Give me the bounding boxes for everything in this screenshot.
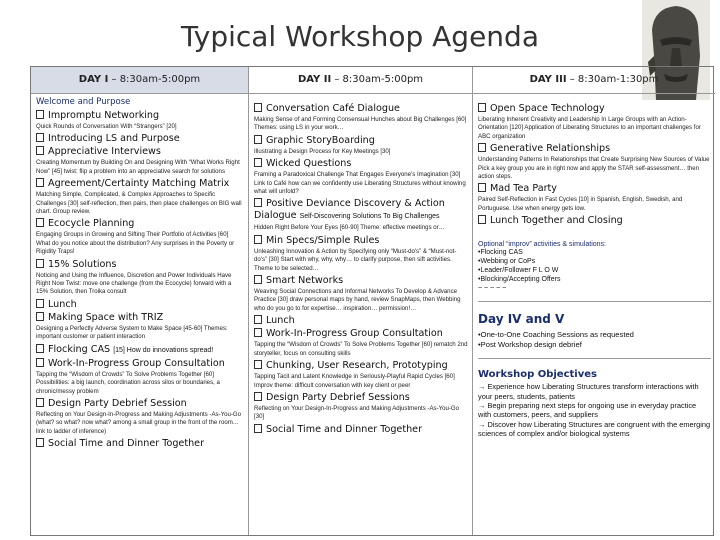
session-heading: [36, 146, 244, 158]
divider: [478, 301, 711, 302]
checkbox-icon: [36, 178, 44, 187]
session-title: Wicked Questions: [266, 158, 352, 170]
session-heading: [478, 183, 711, 195]
session-description: Unleashing Innovation & Action by Specifying only “Must-do's” & “Must-not-do's” [30] Start with why, why, why… to clarify purpose, then sift activities. Theme to be selected…: [254, 247, 457, 272]
session-heading: [36, 110, 244, 122]
session-description: Tapping the “Wisdom of Crowds” To Solve Problems Together [60] rematch 2nd storyteller, focus on consulting skills: [254, 341, 468, 357]
agenda-table: [30, 66, 714, 536]
session-heading: [36, 259, 244, 271]
checkbox-icon: [254, 198, 262, 207]
checkbox-icon: [36, 344, 44, 353]
optional-activity-item: •Blocking/Accepting Offers: [478, 276, 561, 284]
session-description: Reflecting on Your Design-In-Progress and Making Adjustments -As-You-Go [30]: [254, 404, 460, 421]
checkbox-icon: [36, 358, 44, 367]
optional-activity-item: •Leader/Follower F L O W: [478, 267, 559, 275]
session-title: Ecocycle Planning: [48, 218, 135, 230]
page-title: Typical Workshop Agenda: [181, 20, 539, 53]
session-description: Illustrating a Design Process for Key Meetings [30]: [254, 147, 391, 155]
session-title: Lunch Together and Closing: [490, 215, 623, 227]
day2-header: DAY II – 8:30am-5:00pm: [249, 67, 472, 94]
session-title: Social Time and Dinner Together: [266, 423, 423, 435]
session-subtitle: [15] How do innovations spread!: [113, 346, 214, 354]
session-description: Paired Self-Reflection in Fast Cycles [10] in Spanish, English, Swedish, and Portuguese. Use when energy gets low.: [478, 196, 683, 212]
session-title: Open Space Technology: [490, 103, 605, 114]
checkbox-icon: [254, 135, 262, 144]
session-title: Chunking, User Research, Prototyping: [266, 360, 448, 372]
session-title: Design Party Debrief Session: [48, 397, 187, 409]
checkbox-icon: [36, 259, 44, 268]
session-title: Graphic StoryBoarding: [266, 134, 375, 146]
checkbox-icon: [36, 218, 44, 227]
optional-activity-item: ~ ~ ~ ~ ~: [478, 285, 507, 293]
optional-activities-list: [478, 248, 711, 293]
checkbox-icon: [254, 103, 262, 112]
checkbox-icon: [254, 392, 262, 401]
session-title: Work-In-Progress Group Consultation: [266, 328, 443, 340]
session-heading: [254, 275, 468, 287]
session-description: Tapping the “Wisdom of Crowds” To Solve Problems Together [60] Possibilities: a big launch, coordination across silos or boundaries, a chronic/messy problem: [36, 370, 220, 395]
day4-5-title: Day IV and V: [478, 312, 565, 327]
session-heading: [254, 424, 468, 436]
session-heading: [36, 133, 244, 145]
session-description: Engaging Groups in Growing and Sifting Their Portfolio of Activities [60] What do you notice about the distribution? Any surprises in the Poverty or Rigidity Traps!: [36, 231, 235, 256]
session-title: Introducing LS and Purpose: [48, 133, 180, 145]
day1-header: DAY I – 8:30am-5:00pm: [31, 67, 248, 94]
checkbox-icon: [478, 103, 486, 112]
checkbox-icon: [36, 398, 44, 407]
session-heading: [254, 328, 468, 340]
session-heading: [254, 360, 468, 372]
objectives-list: [478, 382, 711, 438]
objective-item: → Begin preparing next steps for ongoing use in everyday practice with customers, peers, and suppliers: [478, 401, 697, 420]
checkbox-icon: [478, 215, 486, 224]
session-heading: [478, 143, 711, 155]
checkbox-icon: [36, 438, 44, 447]
day4-5-list: [478, 330, 711, 350]
day1-column: [31, 67, 249, 535]
session-heading: [478, 103, 711, 115]
session-title: Making Space with TRIZ: [48, 311, 164, 323]
checkbox-icon: [254, 315, 262, 324]
checkbox-icon: [254, 235, 262, 244]
checkbox-icon: [254, 360, 262, 369]
session-heading: [36, 398, 244, 410]
session-title: Lunch: [266, 315, 295, 327]
checkbox-icon: [36, 110, 44, 119]
session-title: Flocking CAS: [48, 343, 111, 355]
checkbox-icon: [478, 143, 486, 152]
day1-session-list: [36, 110, 244, 450]
day3-header: DAY III – 8:30am-1:30pm: [473, 67, 715, 94]
optional-activity-item: •Webbing or CoPs: [478, 258, 536, 266]
session-title: Design Party Debrief Sessions: [266, 391, 410, 403]
checkbox-icon: [478, 183, 486, 192]
session-heading: [36, 358, 244, 370]
session-heading: [36, 438, 244, 450]
checkbox-icon: [36, 146, 44, 155]
session-description: Liberating Inherent Creativity and Leadership In Large Groups with an Action-Orientation [120] Application of Liberating Structures to an important challenges for ABC organization: [478, 116, 701, 140]
session-description: Weaving Social Connections and Informal Networks To Develop & Advance Practice [30] draw personal maps by hand, review SnapMaps, then Webbing who do you go to for expertise… inspiration… permission!…: [254, 288, 461, 312]
session-title: 15% Solutions: [48, 258, 117, 270]
session-description: Framing a Paradoxical Challenge That Engages Everyone's Imagination [30] Link to Café how can we confidently use Liberating Structures without knowing what will unfold?: [254, 171, 466, 196]
checkbox-icon: [254, 158, 262, 167]
session-title: Lunch: [48, 298, 77, 310]
session-subtitle: Self-Discovering Solutions To Big Challenges: [299, 213, 440, 221]
optional-activity-item: •Flocking CAS: [478, 249, 523, 257]
checkbox-icon: [36, 299, 44, 308]
objectives-title: Workshop Objectives: [478, 369, 597, 381]
session-heading: [36, 344, 244, 357]
session-title: Smart Networks: [266, 275, 344, 287]
day2-session-list: [254, 103, 468, 436]
session-title: Social Time and Dinner Together: [48, 438, 205, 450]
session-heading: [254, 135, 468, 147]
day4-5-item: •Post Workshop design debrief: [478, 340, 582, 350]
objective-item: → Experience how Liberating Structures transform interactions with your peers, students, patients: [478, 382, 699, 401]
session-title: Work-In-Progress Group Consultation: [48, 357, 225, 369]
day3-session-list: [478, 103, 711, 227]
session-description: Creating Momentum by Building On and Designing With “What Works Right Now” [45] twist: flip a problem into an appreciative search for solutions: [36, 159, 240, 175]
session-heading: [254, 315, 468, 327]
divider: [478, 358, 711, 359]
session-heading: [36, 178, 244, 190]
checkbox-icon: [254, 328, 262, 337]
optional-activities-title: Optional “improv” activities & simulations:: [478, 241, 606, 249]
checkbox-icon: [36, 312, 44, 321]
session-heading: [254, 235, 468, 247]
session-heading: [36, 312, 244, 324]
session-heading: [254, 158, 468, 170]
checkbox-icon: [36, 133, 44, 142]
session-heading: [254, 392, 468, 404]
session-description: Noticing and Using the Influence, Discretion and Power Individuals Have Right Now Twist: move one challenge (from the Ecocycle) forward with a 15% Solution, then Troika consult: [36, 271, 232, 296]
session-description: Designing a Perfectly Adverse System to Make Space [45-60] Themes: important customer or patient interaction: [36, 324, 228, 341]
day2-column: [249, 67, 473, 535]
welcome-purpose: Welcome and Purpose: [36, 97, 131, 107]
session-description: Understanding Patterns In Relationships that Create Surprising New Sources of Value Pick a key group you are in right now and apply the STAR self-assessment… then action steps.: [478, 156, 710, 181]
day3-column: [473, 67, 715, 535]
objective-item: → Discover how Liberating Structures are congruent with the emerging sciences of complex and/or biological systems: [478, 419, 711, 439]
session-description: Reflecting on Your Design-In-Progress and Making Adjustments -As-You-Go (what? so what? now what? among a small group in the front of the room… link to ladder of inference): [36, 410, 242, 435]
session-heading: [36, 218, 244, 230]
session-heading: [478, 215, 711, 227]
session-title: Generative Relationships: [490, 143, 611, 155]
session-description: Matching Simple, Complicated, & Complex Approaches to Specific Challenges [30] self-reflection, then pairs, then place challenges on BIG wall chart. Group review.: [36, 191, 242, 216]
day4-5-item: •One-to-One Coaching Sessions as requested: [478, 330, 634, 340]
session-title: Positive Deviance Discovery & Action Dialogue: [254, 198, 445, 222]
session-title: Impromptu Networking: [48, 110, 160, 121]
session-title: Agreement/Certainty Matching Matrix: [48, 178, 230, 190]
session-heading: [36, 299, 244, 311]
session-heading: [254, 103, 468, 115]
session-title: Min Specs/Simple Rules: [266, 234, 380, 246]
session-description: Making Sense of and Forming Consensual Hunches about Big Challenges [60] Themes: using LS in your work…: [254, 116, 467, 132]
session-title: Conversation Café Dialogue: [266, 103, 400, 114]
session-heading: [254, 198, 468, 223]
session-description: Tapping Tacit and Latent Knowledge in Seriously-Playful Rapid Cycles [60] Improv theme: difficult conversation with key client or peer: [254, 373, 455, 389]
session-title: Appreciative Interviews: [48, 146, 161, 158]
session-description: Hidden Right Before Your Eyes [60-90] Theme: effective meetings or…: [254, 224, 445, 232]
session-title: Mad Tea Party: [490, 183, 557, 195]
checkbox-icon: [254, 424, 262, 433]
checkbox-icon: [254, 275, 262, 284]
session-description: Quick Rounds of Conversation With “Strangers” [20]: [36, 123, 177, 130]
